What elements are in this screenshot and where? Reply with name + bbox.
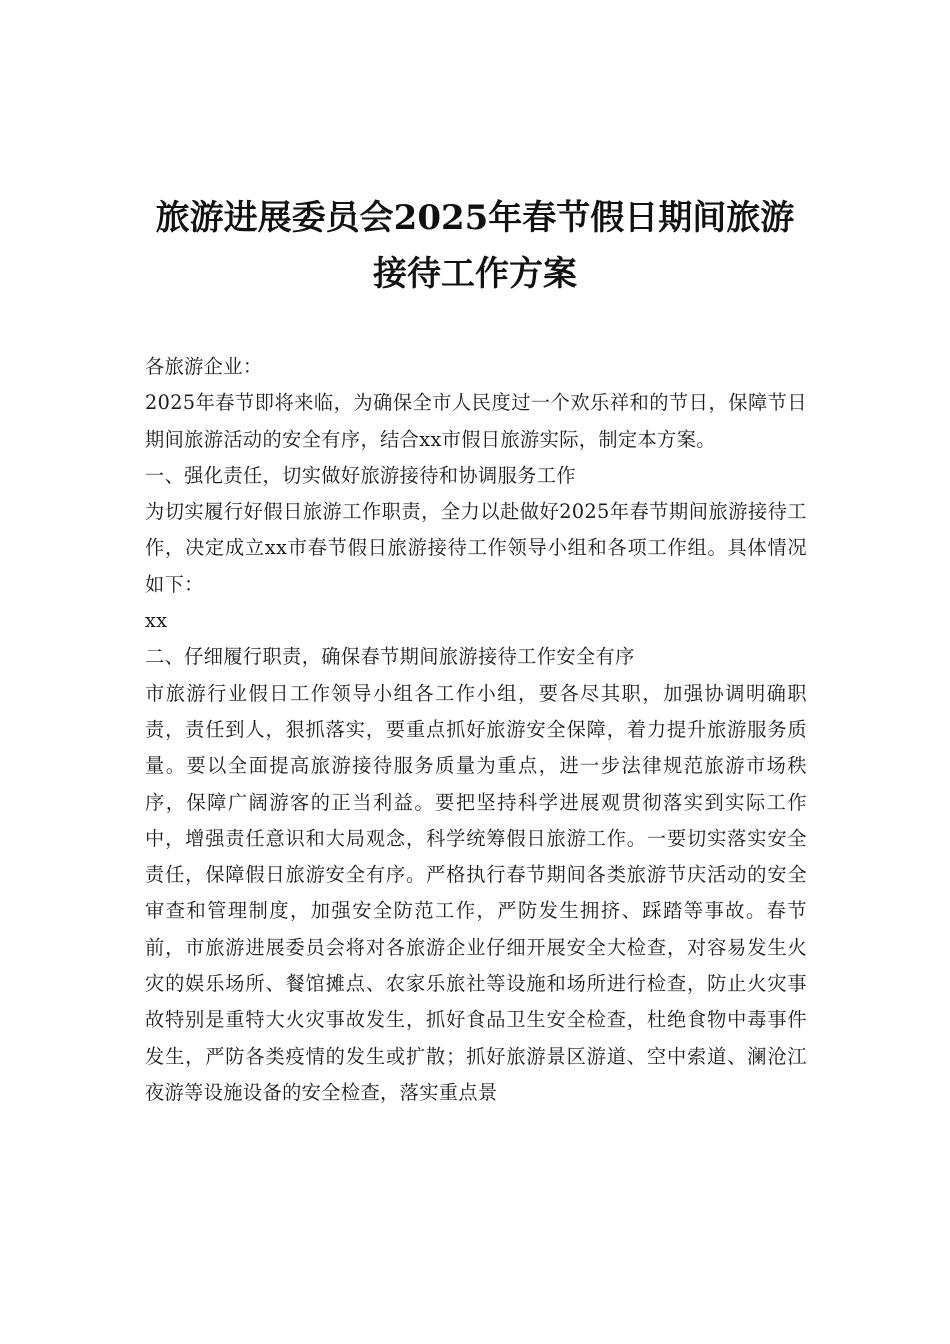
title-line-1: 旅游进展委员会2025年春节假日期间旅游: [155, 198, 795, 238]
intro-paragraph: 2025年春节即将来临，为确保全市人民度过一个欢乐祥和的节日，保障节日期间旅游活动的安全有序，结合xx市假日旅游实际，制定本方案。: [145, 391, 807, 451]
salutation: 各旅游企业：: [145, 355, 263, 378]
document-title: [120, 190, 830, 302]
section-1-paragraph: 为切实履行好假日旅游工作职责，全力以赴做好2025年春节期间旅游接待工作，决定成立xx市春节假日旅游接待工作领导小组和各项工作组。具体情况如下：: [145, 500, 807, 596]
title-line-2: 接待工作方案: [373, 254, 577, 294]
document-body: [145, 349, 807, 1111]
section-1-heading: 一、强化责任，切实做好旅游接待和协调服务工作: [145, 463, 576, 487]
section-2-heading: 二、仔细履行职责，确保春节期间旅游接待工作安全有序: [145, 645, 635, 669]
placeholder-text: xx: [145, 609, 168, 633]
section-2-paragraph: 市旅游行业假日工作领导小组各工作小组，要各尽其职，加强协调明确职责，责任到人，狠抓落实，要重点抓好旅游安全保障，着力提升旅游服务质量。要以全面提高旅游接待服务质量为重点，进一步法律规范旅游市场秩序，保障广阔游客的正当利益。要把坚持科学进展观贯彻落实到实际工作中，增强责任意识和大局观念，科学统筹假日旅游工作。一要切实落实安全责任，保障假日旅游安全有序。严格执行春节期间各类旅游节庆活动的安全审查和管理制度，加强安全防范工作，严防发生拥挤、踩踏等事故。春节前，市旅游进展委员会将对各旅游企业仔细开展安全大检查，对容易发生火灾的娱乐场所、餐馆摊点、农家乐旅社等设施和场所进行检查，防止火灾事故特别是重特大火灾事故发生，抓好食品卫生安全检查，杜绝食物中毒事件发生，严防各类疫情的发生或扩散；抓好旅游景区游道、空中索道、澜沧江夜游等设施设备的安全检查，落实重点景: [145, 681, 807, 1104]
